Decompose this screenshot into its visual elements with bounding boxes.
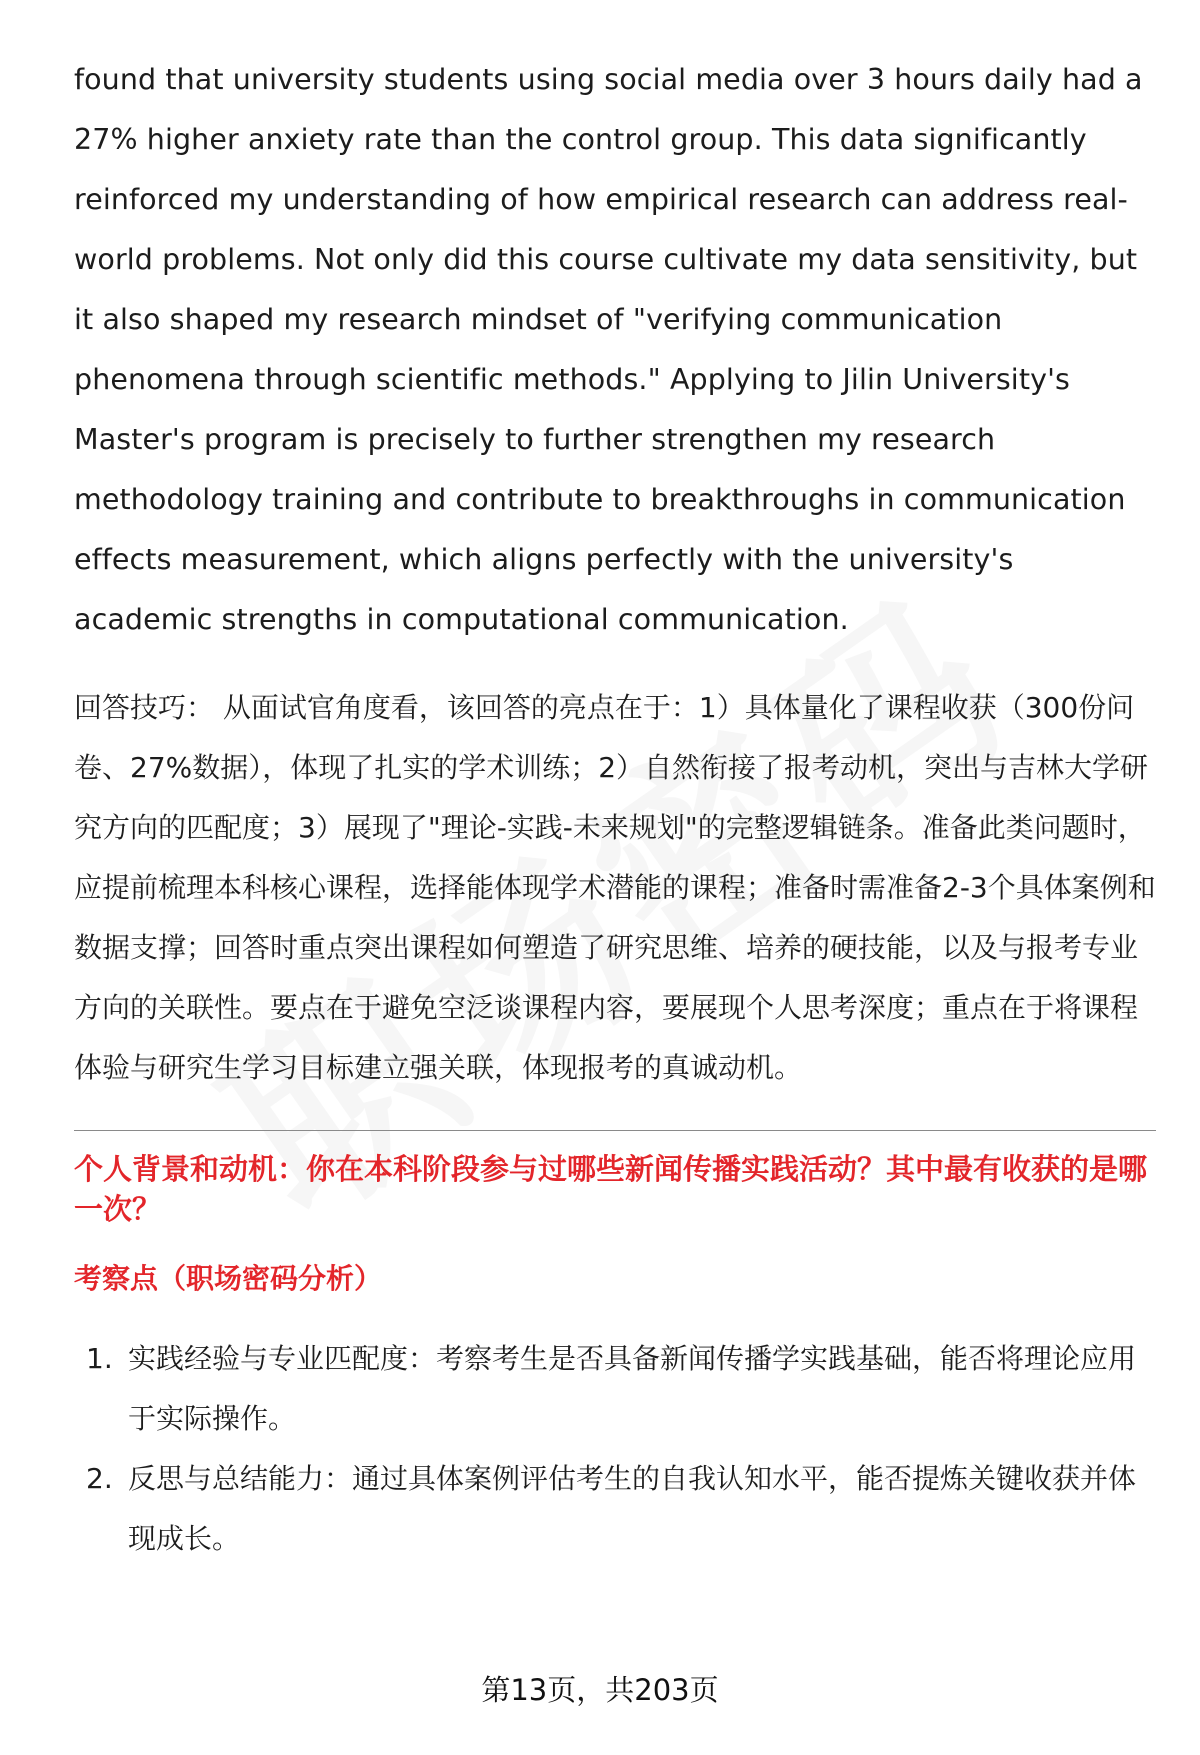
answer-tips-paragraph: 回答技巧： 从面试官角度看，该回答的亮点在于：1）具体量化了课程收获（300份问卷、27%数据），体现了扎实的学术训练；2）自然衔接了报考动机，突出与吉林大学研究方向的匹配度；3）展现了"理论-实践-未来规划"的完整逻辑链条。准备此类问题时，应提前梳理本科核心课程，选择能体现学术潜能的课程；准备时需准备2-3个具体案例和数据支撑；回答时重点突出课程如何塑造了研究思维、培养的硬技能，以及与报考专业方向的关联性。要点在于避免空泛谈课程内容，要展现个人思考深度；重点在于将课程体验与研究生学习目标建立强关联，体现报考的真诚动机。 bbox=[74, 691, 1156, 1084]
list-item-number: 2. bbox=[86, 1462, 113, 1495]
list-item bbox=[74, 1449, 1159, 1569]
list-item-text: 实践经验与专业匹配度：考察考生是否具备新闻传播学实践基础，能否将理论应用于实际操作。 bbox=[128, 1342, 1137, 1435]
page-number: 第13页，共203页 bbox=[481, 1673, 719, 1707]
question-heading: 个人背景和动机：你在本科阶段参与过哪些新闻传播实践活动？其中最有收获的是哪一次？ bbox=[74, 1152, 1148, 1226]
list-item-number: 1. bbox=[86, 1342, 113, 1375]
list-item bbox=[74, 1329, 1159, 1449]
exam-points-list bbox=[74, 1329, 1159, 1569]
exam-points-heading: 考察点（职场密码分析） bbox=[74, 1262, 383, 1295]
section-divider bbox=[74, 1130, 1156, 1131]
list-item-text: 反思与总结能力：通过具体案例评估考生的自我认知水平，能否提炼关键收获并体现成长。 bbox=[128, 1462, 1137, 1555]
page-content bbox=[74, 50, 1159, 1569]
answer-paragraph: found that university students using social media over 3 hours daily had a 27% higher anxiety rate than the control group. This data significantly reinforced my understanding of how empirical research can address real-world problems. Not only did this course cultivate my data sensitivity, but it also shaped my research mindset of "verifying communication phenomena through scientific methods." Applying to Jilin University's Master's program is precisely to further strengthen my research methodology training and contribute to breakthroughs in communication effects measurement, which aligns perfectly with the university's academic strengths in computational communication. bbox=[74, 63, 1143, 636]
